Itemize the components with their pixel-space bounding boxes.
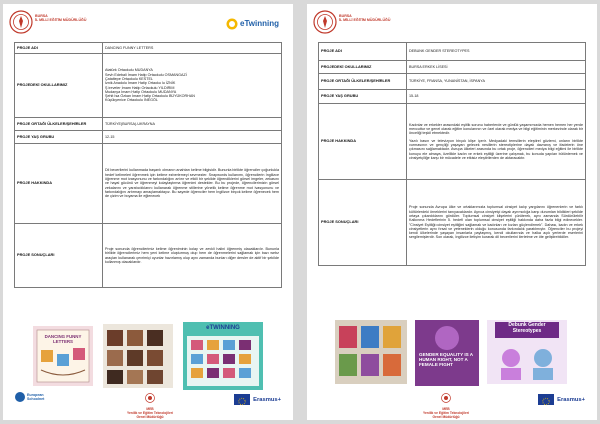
about-paragraph: Yazılı basın ve televizyon birçok klişe içerir. Medyadaki temsillerin eleştirel gözlemi, onların birlikte vurmasının ve gençliği yaşayan gelecek nesillerin stereotiplerine dayalı davranış ve ifadelerin öne çıkmasını sağlamaktadır. Avrupa ülkeleri arasında bu ortak proje, öğrencileri medya bilgi eğitimi ile birlikte konuyu ele almaya, özellikle kadın ve erkek eşitliği üzerine çalışmak, bu konuda yapılan bütünlemek ve cinsiyetçiliğe karşı bir mücadele ve etkisiz eleştirilerden de aktaracaktır. bbox=[409, 138, 583, 160]
meb-seal-icon bbox=[441, 393, 451, 403]
row-age-group bbox=[15, 131, 282, 144]
school-item: Şehit İsa Özkan İmam Hatip Ortaokulu BÜYÜKORHAN bbox=[105, 94, 195, 99]
footer bbox=[9, 390, 287, 419]
meb-logo bbox=[409, 390, 483, 419]
left-page bbox=[3, 4, 293, 420]
row-schools bbox=[15, 54, 282, 118]
school-item: Sevh Edebali İmam Hatip Ortaokulu OSMANGAZİ bbox=[105, 72, 187, 77]
etwinning-poster-image bbox=[183, 322, 263, 390]
header bbox=[9, 10, 287, 34]
row-partners bbox=[319, 74, 586, 90]
photo-caption: DANCING FUNNY LETTERS bbox=[44, 334, 82, 344]
right-page bbox=[307, 4, 597, 420]
ministry-name: BURSA İL MİLLİ EĞİTİM MÜDÜRLÜĞÜ bbox=[35, 14, 87, 23]
label-about: PROJE HAKKINDA bbox=[319, 104, 407, 180]
meb-line3: Genel Müdürlüğü bbox=[136, 414, 164, 419]
ministry-name: BURSA İL MİLLİ EĞİTİM MÜDÜRLÜĞÜ bbox=[339, 14, 391, 23]
meb-line1: MEB bbox=[146, 407, 154, 411]
footer bbox=[313, 390, 591, 419]
ministry-seal-icon bbox=[9, 10, 33, 34]
photo-dancing-letters bbox=[33, 326, 93, 386]
value-about bbox=[407, 104, 586, 180]
row-results bbox=[319, 180, 586, 266]
es-line2: Schoolnet bbox=[27, 397, 45, 401]
meb-line3: Genel Müdürlüğü bbox=[432, 414, 460, 419]
european-schoolnet-logo bbox=[15, 392, 44, 402]
label-age-group: PROJE YAŞ GRUBU bbox=[319, 90, 407, 104]
header bbox=[313, 10, 591, 34]
row-schools bbox=[319, 61, 586, 74]
ministry-seal-icon bbox=[313, 10, 337, 34]
eu-flag-icon bbox=[234, 394, 250, 405]
label-project-name: PROJE ADI bbox=[15, 43, 103, 54]
erasmus-label: Erasmus+ bbox=[557, 396, 585, 403]
value-about: Dil becerilerini kullanmada başarılı olmanın anahtarı kelime bilgisidir. Bununla birlikte öğrenciler çoğunlukla hedef kelimeleri öğrenmek için kelime ezberlemeyi sevmezler. Snapwords kullanımı, öğrencilerin İngilizce öğrenme mot ivasyonunu ve farkındalığını artırır ve etkili bir şekilde öğrendiklerini görsel imgeler, zekasını ve hayal gücünü ve öğrenmeyi kolaylaştırma öğrenimi destekler. Bu bu projede, öğrencilerimizin görsel zekalarını ve yaratıcılıklarını kullanarak öğrenme stillerine yönelik kelime öğrenme mot ivasyonunu ve farkındalığını artırmayı amaçlamaktayız. Bu sayede öğrenciler hem İngilizce birçok kelime öğrenecek hem de çizim ve boyama ile eğlenecek bbox=[103, 144, 282, 224]
school-item: İznik Anadolu İmam Hatip Ortaoku lu İZNİK bbox=[105, 81, 176, 86]
school-item: Küçükyenice Ortaokulu İNEGÖL bbox=[105, 98, 158, 103]
school-item: Mudanya İmam Hatip Ortaokulu MUDANYA bbox=[105, 89, 177, 94]
school-item: Ş ireveler İmam Hatip Ortaokulu YILDIRIM bbox=[105, 85, 175, 90]
row-project-name bbox=[15, 43, 282, 54]
value-schools bbox=[103, 54, 282, 118]
photo-debunk-poster bbox=[487, 320, 567, 384]
etwinning-icon bbox=[226, 17, 238, 29]
erasmus-label: Erasmus+ bbox=[253, 396, 281, 403]
label-schools: PROJEDEKİ OKULLARIMIZ bbox=[15, 54, 103, 118]
project-info-table bbox=[318, 42, 586, 266]
label-partners: PROJE ORTAĞI ÜLKELER/ŞEHİRLER bbox=[319, 74, 407, 90]
meb-logo bbox=[113, 390, 187, 419]
photo-exhibition bbox=[335, 320, 407, 384]
project-info-table bbox=[14, 42, 282, 288]
value-schools: BURSA ERKEK LİSESİ bbox=[407, 61, 586, 74]
poster-title: eTWINNING bbox=[206, 325, 240, 331]
school-item: Atatürk Ortaokulu MUDANYA bbox=[105, 68, 153, 73]
value-partners: TÜRKİYE(BURSA)-UKRAYNA bbox=[103, 118, 282, 131]
meb-line2: Yenilik ve Eğitim Teknolojileri bbox=[126, 410, 174, 415]
meb-seal-icon bbox=[145, 393, 155, 403]
photo-etwinning-poster bbox=[183, 322, 263, 390]
etwinning-logo bbox=[226, 16, 279, 30]
poster-title: Debunk Gender Stereotypes bbox=[508, 322, 546, 334]
label-results: PROJE SONUÇLARI bbox=[319, 180, 407, 266]
meb-line1: MEB bbox=[442, 407, 450, 411]
value-results: Proje sonunda öğrencilerimiz kelime öğreniminin kolay ve zevkli halini öğrenmiş olacaklardır. Bununla birlikte öğrencilerimiz hem yeni kelime oluşturmuş olup hem de öğrenmelerini sağlamak için bazı webz araçları kullanarak çevrimiçi oyunlar hazırlamış olup aynı zamanda bunları diğer dersler de aktif bir şekilde kullanmış olacaklardır. bbox=[103, 224, 282, 288]
row-project-name bbox=[319, 43, 586, 61]
label-results: PROJE SONUÇLARI bbox=[15, 224, 103, 288]
row-partners bbox=[15, 118, 282, 131]
label-about: PROJE HAKKINDA bbox=[15, 144, 103, 224]
row-age-group bbox=[319, 90, 586, 104]
es-line1: European bbox=[27, 393, 44, 397]
eu-flag-icon bbox=[538, 394, 554, 405]
erasmus-logo bbox=[234, 394, 281, 405]
label-partners: PROJE ORTAĞI ÜLKELER/ŞEHİRLER bbox=[15, 118, 103, 131]
about-paragraph: Kadınlar ve erkekler arasındaki eşitlik sorunu haberlerde ve günlük yaşamımızda hemen hemen her yerde mevcuttur ve genel olarak eğitim konularının ve özel olarak medya ve bilgi eğitiminin merkezinde olarak bir önceliği teşkil etmektedir. bbox=[409, 122, 583, 136]
meb-line2: Yenilik ve Eğitim Teknolojileri bbox=[422, 410, 470, 415]
row-results bbox=[15, 224, 282, 288]
label-schools: PROJEDEKİ OKULLARIMIZ bbox=[319, 61, 407, 74]
value-project-name: DEBUNK GENDER STEREOTYPES bbox=[407, 43, 586, 61]
value-age-group: 15-18 bbox=[407, 90, 586, 104]
label-age-group: PROJE YAŞ GRUBU bbox=[15, 131, 103, 144]
etwinning-label: eTwinning bbox=[240, 18, 279, 28]
row-about bbox=[319, 104, 586, 180]
photo-gender-equality-poster bbox=[415, 320, 479, 386]
flashcards-image bbox=[103, 324, 173, 388]
european-schoolnet-icon bbox=[15, 392, 25, 402]
school-item: Çataltepe Ortaokulu KESTEL bbox=[105, 76, 153, 81]
poster-slogan: GENDER EQUALITY IS A HUMAN RIGHT, NOT A FEMALE FIGHT bbox=[419, 352, 473, 368]
erasmus-logo bbox=[538, 394, 585, 405]
exhibition-image bbox=[335, 320, 407, 384]
value-partners: TÜRKİYE, FRANSA, YUNANİSTAN, İSPANYA bbox=[407, 74, 586, 90]
label-project-name: PROJE ADI bbox=[319, 43, 407, 61]
value-results: Proje sonunda Avrupa ülke ve ortaklarımızla toplumsal cinsiyet kalıp yargılarını öğrenenlerin ve farklı kültürlerdeki örneklerini tanıyacaklardır. Ayrıca cinsiyetçi dayalı ayrımcılığa karşı durumları bildikleri şekilde ortaya çıkardıklarını gördüler. Toplumsal cinsiyet klişelerini çürüterek, aynı zamanda Sürdürülebilir Kalkınma Hedeflerinin 5. hedefi olan toplumsal cinsiyet eşitliği hakkında daha fazla bilgi edinecekler. "Cinsiyet Eşitliği=cinsiyet eşitliğini sağlamak ve kadınları ve kızları güçlendirmek". Dahası, kadın ve erkek cinsiyetlerin aynı fırsat ve yeteneklerin olduğu konusunda farkındalık yaratılmıştır. Öğrenciler bu projeyi kendi ülkelerinde yaşayan insanlarla paylaşmış, kendi okullarında ve halka açık yerlerde eserlerini sergilemişlerdir. Son olarak, İngilizce iletişim kurarak dil becerilerini ilerletme ve öte geliştirebildiler. bbox=[407, 180, 586, 266]
value-age-group: 12-15 bbox=[103, 131, 282, 144]
value-project-name: DANCING FUNNY LETTERS bbox=[103, 43, 282, 54]
photo-flashcards bbox=[103, 324, 173, 388]
row-about bbox=[15, 144, 282, 224]
